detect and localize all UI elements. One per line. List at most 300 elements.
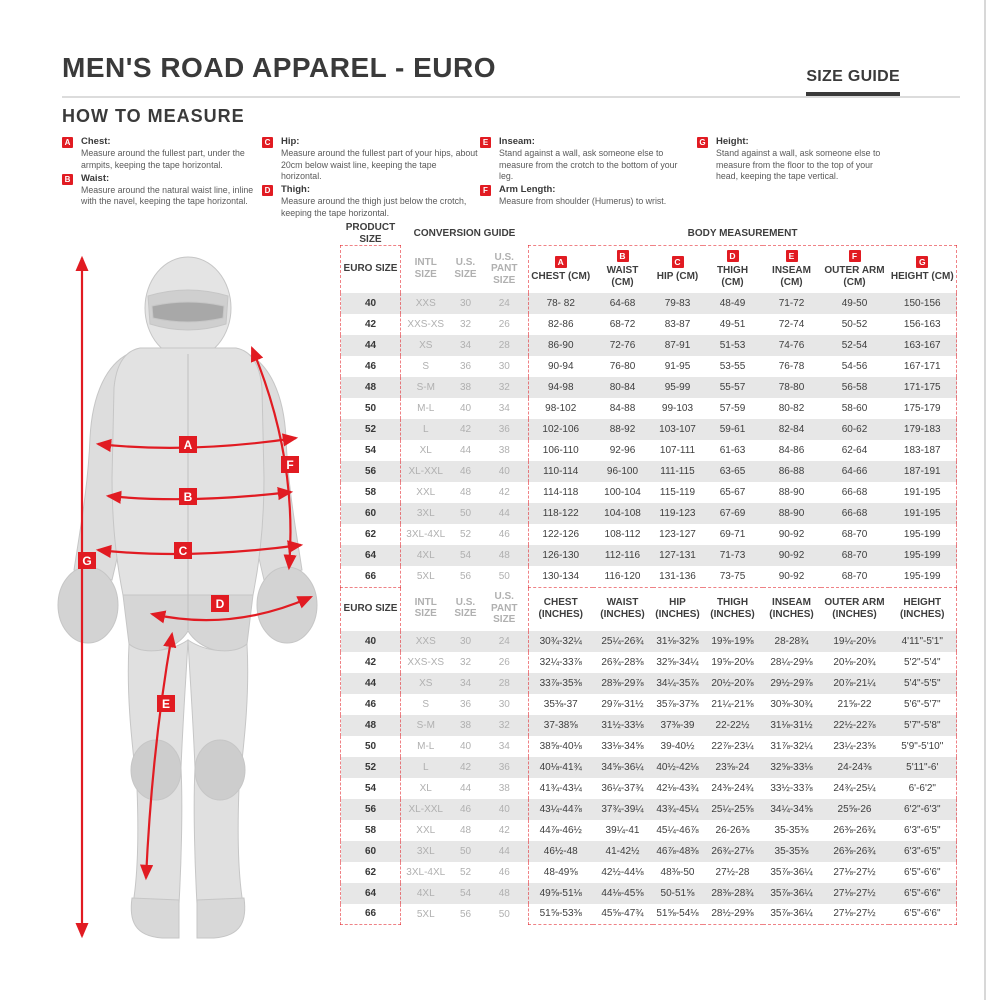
table-cell: 26⅜-26¾ <box>833 845 876 857</box>
title-divider <box>62 96 960 98</box>
table-cell: 6'5"-6'6" <box>889 862 957 883</box>
column-header <box>481 246 529 294</box>
table-cell: XS <box>419 340 433 351</box>
table-cell: 19¼-20⅛ <box>833 635 876 647</box>
column-header <box>889 587 957 631</box>
table-cell: 44 <box>459 445 472 456</box>
table-cell: 48 <box>459 487 472 498</box>
table-cell: 46 <box>341 694 401 715</box>
table-cell: 62 <box>341 862 401 883</box>
table-cell: 48 <box>341 377 401 398</box>
table-cell: 5XL <box>416 571 435 582</box>
table-cell: 21¼-21⅝ <box>711 698 754 710</box>
table-cell: 131-136 <box>653 566 703 587</box>
measure-column-2 <box>262 136 478 221</box>
column-header-label: THIGH (INCHES) <box>710 597 755 620</box>
measure-name: Inseam: <box>499 136 535 147</box>
table-row <box>341 314 957 335</box>
column-header <box>529 246 593 294</box>
table-row <box>341 799 957 820</box>
letter-badge: B <box>62 174 73 185</box>
table-cell: 27⅛-27½ <box>833 866 876 878</box>
table-cell: 27⅛-27½ <box>833 887 876 899</box>
table-row <box>341 524 957 545</box>
column-header-label: THIGH (CM) <box>716 265 749 288</box>
column-header-label: INSEAM (INCHES) <box>769 597 814 620</box>
table-cell: XXL <box>416 487 436 498</box>
table-cell: 40 <box>341 631 401 652</box>
table-row <box>341 757 957 778</box>
table-cell: 44 <box>498 508 510 519</box>
table-cell: 106-110 <box>529 440 593 461</box>
table-cell: 58-60 <box>841 403 868 414</box>
table-cell: 73-75 <box>703 566 763 587</box>
table-cell: 42 <box>459 761 472 773</box>
table-cell: 5'2"-5'4" <box>889 652 957 673</box>
table-cell: 22⅞-23¼ <box>711 740 754 752</box>
table-cell: 30¾-32¼ <box>529 631 593 652</box>
table-cell: 76-80 <box>609 361 636 372</box>
table-cell: 50 <box>498 908 510 920</box>
table-cell: 90-94 <box>529 356 593 377</box>
table-cell: 41¾-43¼ <box>529 778 593 799</box>
table-cell: 68-70 <box>821 566 889 587</box>
table-cell: 54 <box>459 887 472 899</box>
column-header <box>481 587 529 631</box>
table-cell: 6'3"-6'5" <box>889 820 957 841</box>
table-cell: 48-49⅝ <box>529 862 593 883</box>
measure-description: Measure around the fullest part of your hips, about 20cm below waist line, keeping the tape horizontal. <box>281 148 478 181</box>
table-cell: 30 <box>459 635 472 647</box>
column-letter-badge: D <box>727 250 739 262</box>
tab-size-guide[interactable]: SIZE GUIDE <box>806 68 900 96</box>
table-cell: 80-82 <box>778 403 805 414</box>
measure-name: Waist: <box>81 172 110 184</box>
measure-description: Measure from shoulder (Humerus) to wrist. <box>499 196 667 207</box>
table-cell: 130-134 <box>529 566 593 587</box>
table-cell: 20⅞-21¼ <box>833 677 876 689</box>
table-cell: 53-55 <box>719 361 746 372</box>
table-cell: 32⅝-34¼ <box>656 656 699 668</box>
table-cell: 40 <box>498 803 510 815</box>
table-cell: 28⅜-28¾ <box>711 887 754 899</box>
table-cell: 49-50 <box>841 298 868 309</box>
table-cell: 46½-48 <box>529 841 593 862</box>
table-cell: 24⅜-24¾ <box>711 782 754 794</box>
table-cell: 67-69 <box>719 508 746 519</box>
figure-letter-badge: E <box>161 697 171 711</box>
table-cell: 22-22½ <box>715 719 750 731</box>
letter-badge: G <box>697 137 708 148</box>
table-cell: 62-64 <box>841 445 868 456</box>
table-cell: 27⅛-27½ <box>821 904 889 925</box>
column-letter-badge: A <box>555 256 567 268</box>
table-row <box>341 778 957 799</box>
table-cell: 33⅞-35⅜ <box>529 673 593 694</box>
table-cell: 28½-29⅜ <box>703 904 763 925</box>
table-cell: 175-179 <box>889 398 957 419</box>
table-cell: 48 <box>498 887 510 899</box>
table-cell: 46 <box>498 529 510 540</box>
column-header <box>653 587 703 631</box>
table-cell: 58 <box>341 820 401 841</box>
rider-mannequin <box>58 257 317 938</box>
table-cell: 35⅞-36¼ <box>770 866 813 878</box>
table-cell: 86-90 <box>529 335 593 356</box>
column-header-label: HIP (CM) <box>656 270 699 282</box>
table-cell: 44 <box>341 673 401 694</box>
table-cell: S <box>422 361 430 372</box>
table-cell: 116-120 <box>593 566 653 587</box>
letter-badge: D <box>262 185 273 196</box>
table-cell: 68-70 <box>841 550 868 561</box>
section-header-row <box>341 222 957 246</box>
table-cell: 26 <box>498 656 510 668</box>
table-cell: 43¾-45¼ <box>656 803 699 815</box>
table-cell: 3XL-4XL <box>406 529 446 540</box>
column-letter-badge: B <box>617 250 629 262</box>
table-cell: 38 <box>459 382 472 393</box>
table-cell: 36 <box>459 698 472 710</box>
table-cell: 32⅝-33⅛ <box>770 761 813 773</box>
table-cell: 123-127 <box>659 529 696 540</box>
table-cell: 6'5"-6'6" <box>889 883 957 904</box>
table-cell: 6'5"-6'6" <box>889 904 957 925</box>
table-row <box>341 503 957 524</box>
table-cell: 104-108 <box>604 508 641 519</box>
table-cell: 59-61 <box>719 424 746 435</box>
table-cell: 20½-20⅞ <box>711 677 754 689</box>
table-cell: 78-80 <box>778 382 805 393</box>
table-cell: 19⅝-20⅛ <box>711 656 754 668</box>
table-cell: 42 <box>459 424 472 435</box>
measure-name: Height: <box>716 136 749 147</box>
table-cell: 54 <box>341 440 401 461</box>
table-cell: 49-51 <box>719 319 746 330</box>
table-cell: 66-68 <box>841 508 868 519</box>
measure-instruction <box>62 173 260 208</box>
table-cell: 31⅛-32⅝ <box>656 635 699 647</box>
table-cell: 88-90 <box>778 487 805 498</box>
table-cell: 187-191 <box>889 461 957 482</box>
table-cell: 5'6"-5'7" <box>889 694 957 715</box>
table-cell: 112-116 <box>604 550 641 561</box>
table-cell: 36 <box>459 361 472 372</box>
measure-description: Measure around the fullest part, under the armpits, keeping the tape horizontal. <box>81 148 245 170</box>
table-cell: 38 <box>459 719 472 731</box>
table-cell: 32 <box>459 656 472 668</box>
measure-description: Measure around the natural waist line, inline with the navel, keeping the tape horizontal. <box>81 185 254 207</box>
table-cell: 95-99 <box>664 382 691 393</box>
measure-description: Stand against a wall, ask someone else to measure from the crotch to the bottom of your leg. <box>499 148 678 181</box>
table-cell: 32 <box>459 319 472 330</box>
table-cell: 30 <box>459 298 472 309</box>
measure-instruction <box>480 136 692 182</box>
table-cell: 50 <box>459 508 472 519</box>
table-cell: 58 <box>341 482 401 503</box>
table-cell: 90-92 <box>763 566 821 587</box>
measurement-figure <box>40 248 335 943</box>
table-cell: 46 <box>459 803 472 815</box>
table-cell: 46 <box>459 466 472 477</box>
table-cell: S-M <box>416 719 435 731</box>
table-cell: 56 <box>459 571 472 582</box>
column-header <box>821 587 889 631</box>
table-cell: 34 <box>459 677 472 689</box>
table-cell: 52 <box>459 529 472 540</box>
measure-instruction <box>62 136 260 171</box>
table-cell: 6'3"-6'5" <box>889 841 957 862</box>
table-cell: 102-106 <box>529 419 593 440</box>
table-cell: 32 <box>498 719 510 731</box>
table-cell: 94-98 <box>529 377 593 398</box>
column-header <box>703 587 763 631</box>
table-row <box>341 862 957 883</box>
table-cell: 122-126 <box>529 524 593 545</box>
table-cell: 191-195 <box>889 482 957 503</box>
page-edge-line <box>984 0 986 1000</box>
table-cell: 163-167 <box>889 335 957 356</box>
table-cell: 24 <box>498 298 510 309</box>
table-cell: 37¾-39¼ <box>601 803 644 815</box>
table-cell: 64 <box>341 545 401 566</box>
column-header-label: OUTER ARM (INCHES) <box>824 597 885 620</box>
table-cell: 66 <box>341 904 401 925</box>
letter-badge: F <box>480 185 491 196</box>
table-cell: 92-96 <box>609 445 636 456</box>
measure-description: Measure around the thigh just below the crotch, keeping the tape horizontal. <box>281 196 467 218</box>
table-cell: 28⅜-29⅞ <box>601 677 644 689</box>
table-cell: 46 <box>498 866 510 878</box>
table-cell: 156-163 <box>889 314 957 335</box>
table-cell: 40 <box>459 740 472 752</box>
table-cell: 42 <box>341 652 401 673</box>
table-row <box>341 673 957 694</box>
table-cell: 86-88 <box>778 466 805 477</box>
table-row <box>341 356 957 377</box>
measure-name: Chest: <box>81 136 111 147</box>
table-cell: 71-72 <box>778 298 805 309</box>
table-cell: 54 <box>459 550 472 561</box>
table-cell: 38⅝-40⅛ <box>529 736 593 757</box>
table-cell: 19⅜-19⅝ <box>711 635 754 647</box>
table-cell: 39-40½ <box>660 740 695 752</box>
table-cell: 36¼-37¾ <box>601 782 644 794</box>
table-row <box>341 335 957 356</box>
table-cell: 45¼-46⅞ <box>656 824 699 836</box>
table-cell: 5'9"-5'10" <box>889 736 957 757</box>
table-cell: 5'4"-5'5" <box>889 673 957 694</box>
table-cell: 29½-29⅞ <box>770 677 813 689</box>
column-header <box>703 246 763 294</box>
table-cell: 35-35⅜ <box>774 845 809 857</box>
letter-badge: C <box>262 137 273 148</box>
table-cell: 50-52 <box>841 319 868 330</box>
table-cell: 4XL <box>416 887 435 899</box>
column-letter-badge: F <box>849 250 861 262</box>
table-cell: XL-XXL <box>408 803 443 815</box>
table-cell: 179-183 <box>889 419 957 440</box>
table-cell: 6'2"-6'3" <box>889 799 957 820</box>
table-cell: 50 <box>498 571 510 582</box>
table-cell: 33½-33⅞ <box>770 782 813 794</box>
column-header <box>451 246 481 294</box>
figure-letter-badge: C <box>178 544 188 558</box>
table-cell: 54 <box>341 778 401 799</box>
column-header-label: INTL SIZE <box>414 257 437 280</box>
table-cell: 6'-6'2" <box>889 778 957 799</box>
table-cell: XL <box>419 445 432 456</box>
table-cell: 26-26⅜ <box>715 824 750 836</box>
table-row <box>341 631 957 652</box>
measure-name: Hip: <box>281 136 300 147</box>
table-cell: 50-51⅝ <box>660 887 695 899</box>
table-cell: 25¼-26¾ <box>601 635 644 647</box>
table-cell: 34 <box>498 740 510 752</box>
table-cell: 48 <box>498 550 510 561</box>
table-row <box>341 715 957 736</box>
column-header-label: U.S. SIZE <box>454 596 477 620</box>
table-cell: 110-114 <box>529 461 593 482</box>
table-cell: 40 <box>459 403 472 414</box>
column-header <box>889 246 957 294</box>
table-cell: 88-92 <box>609 424 636 435</box>
table-cell: 42 <box>498 487 510 498</box>
size-chart-table <box>340 222 957 925</box>
table-cell: 46 <box>341 356 401 377</box>
table-cell: 51⅝-53⅜ <box>529 904 593 925</box>
table-cell: 42½-44⅛ <box>601 866 644 878</box>
table-row <box>341 377 957 398</box>
table-row <box>341 820 957 841</box>
table-row <box>341 482 957 503</box>
column-header-label: INSEAM (CM) <box>772 265 811 288</box>
table-cell: 38 <box>498 445 510 456</box>
table-cell: 32 <box>498 382 510 393</box>
table-cell: 83-87 <box>664 319 691 330</box>
table-cell: 40⅛-41¾ <box>529 757 593 778</box>
column-header-label: HIP (INCHES) <box>655 597 700 620</box>
table-cell: XXL <box>416 824 436 836</box>
table-cell: 71-73 <box>719 550 746 561</box>
table-cell: 24-24⅜ <box>837 761 872 773</box>
table-cell: 23¼-23⅝ <box>833 740 876 752</box>
table-cell: 107-111 <box>659 445 696 456</box>
figure-letter-badge: A <box>183 438 193 452</box>
table-cell: S <box>422 698 430 710</box>
table-cell: 36 <box>498 761 510 773</box>
measure-instruction <box>480 184 692 208</box>
table-cell: 68-72 <box>609 319 636 330</box>
table-cell: 4XL <box>416 550 435 561</box>
table-cell: 56 <box>341 461 401 482</box>
table-cell: XXS <box>415 298 436 309</box>
table-cell: 69-71 <box>719 529 746 540</box>
table-cell: 29⅞-31½ <box>601 698 644 710</box>
measure-instruction <box>262 184 478 219</box>
table-cell: 171-175 <box>889 377 957 398</box>
table-cell: 40 <box>341 293 401 314</box>
table-cell: 50 <box>341 736 401 757</box>
column-header-label: CHEST (INCHES) <box>538 597 583 620</box>
table-cell: 52 <box>341 419 401 440</box>
column-header-label: WAIST (CM) <box>606 265 639 288</box>
table-cell: 24 <box>498 635 510 647</box>
table-cell: 195-199 <box>889 524 957 545</box>
table-cell: 42 <box>341 314 401 335</box>
table-cell: 44 <box>498 845 510 857</box>
table-cell: 65-67 <box>719 487 746 498</box>
table-cell: L <box>422 424 429 435</box>
table-row <box>341 461 957 482</box>
table-cell: 68-70 <box>841 529 868 540</box>
page-title: MEN'S ROAD APPAREL - EURO <box>62 52 497 83</box>
table-cell: 46⅞-48⅜ <box>656 845 699 857</box>
table-cell: 64 <box>341 883 401 904</box>
table-cell: 23⅝-24 <box>715 761 750 773</box>
column-header <box>529 587 593 631</box>
table-cell: 64-66 <box>841 466 868 477</box>
table-cell: 31⅞-32¼ <box>770 740 813 752</box>
table-cell: L <box>422 761 429 773</box>
table-cell: 60 <box>341 503 401 524</box>
table-cell: 98-102 <box>529 398 593 419</box>
table-cell: 40½-42⅛ <box>656 761 699 773</box>
table-cell: 99-103 <box>661 403 694 414</box>
table-row <box>341 694 957 715</box>
table-cell: S-M <box>416 382 435 393</box>
table-cell: 37-38⅝ <box>529 715 593 736</box>
table-cell: 30⅜-30¾ <box>770 698 813 710</box>
table-cell: 28¼-29⅛ <box>770 656 813 668</box>
letter-badge: A <box>62 137 73 148</box>
table-row <box>341 545 957 566</box>
table-cell: 42⅛-43¾ <box>656 782 699 794</box>
section-product-size: PRODUCT SIZE <box>345 222 396 245</box>
column-header-row <box>341 246 957 294</box>
table-cell: 52 <box>341 757 401 778</box>
table-cell: 52 <box>459 866 472 878</box>
column-header-label: EURO SIZE <box>343 263 398 275</box>
table-cell: 82-84 <box>778 424 805 435</box>
column-header-label: OUTER ARM (CM) <box>824 265 885 288</box>
table-cell: 35-35⅜ <box>774 824 809 836</box>
table-cell: 127-131 <box>659 550 696 561</box>
table-cell: 90-92 <box>778 550 805 561</box>
table-cell: 48-49 <box>719 298 746 309</box>
table-cell: 56 <box>459 908 472 920</box>
table-cell: 48 <box>459 824 472 836</box>
table-cell: 100-104 <box>604 487 641 498</box>
measure-name: Arm Length: <box>499 184 556 196</box>
table-cell: 21⅝-22 <box>837 698 872 710</box>
column-header <box>763 587 821 631</box>
table-row <box>341 398 957 419</box>
table-cell: 64-68 <box>609 298 636 309</box>
table-cell: 66-68 <box>841 487 868 498</box>
table-cell: 5XL <box>416 908 435 920</box>
table-cell: 183-187 <box>889 440 957 461</box>
table-cell: 20⅛-20¾ <box>833 656 876 668</box>
measure-instruction <box>697 136 895 182</box>
column-letter-badge: G <box>916 256 928 268</box>
table-row <box>341 566 957 587</box>
table-cell: 88-90 <box>778 508 805 519</box>
table-cell: 56-58 <box>841 382 868 393</box>
section-body-measurement: BODY MEASUREMENT <box>687 227 798 239</box>
table-cell: 48⅜-50 <box>660 866 695 878</box>
table-cell: 44 <box>341 335 401 356</box>
